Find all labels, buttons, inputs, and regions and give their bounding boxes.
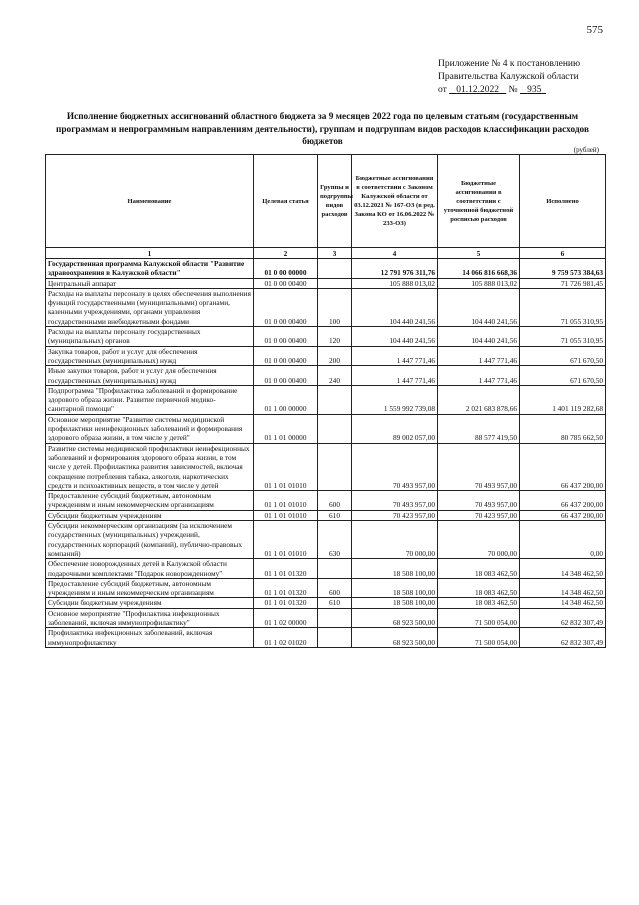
cell-group bbox=[318, 628, 352, 648]
cell-assigned: 18 508 100,00 bbox=[352, 559, 438, 579]
cell-executed: 0,00 bbox=[520, 521, 606, 559]
col-index: 1 bbox=[46, 248, 254, 259]
cell-name: Предоставление субсидий бюджетным, автономным учреждениям и иным некоммерческим организациям bbox=[46, 578, 254, 598]
cell-name: Подпрограмма "Профилактика заболеваний и формирование здорового образа жизни. Развитие первичной медико-санитарной помощи" bbox=[46, 385, 254, 414]
cell-name: Субсидии некоммерческим организациям (за исключением государственных (муниципальных) учреждений, государственных корпораций (компаний), публично-правовых компаний) bbox=[46, 521, 254, 559]
cell-target: 01 1 01 01010 bbox=[254, 510, 318, 520]
cell-name: Развитие системы медицинской профилактики неинфекционных заболеваний и формирования здорового образа жизни, в том числе у детей. Профилактика развития зависимостей, включая сокращение потребления табака, алкоголя, наркотических средств и психоактивных веществ, в том числе у детей bbox=[46, 443, 254, 490]
cell-name: Предоставление субсидий бюджетным, автономным учреждениям и иным некоммерческим организациям bbox=[46, 491, 254, 511]
cell-updated: 88 577 419,50 bbox=[438, 414, 520, 443]
cell-assigned: 70 000,00 bbox=[352, 521, 438, 559]
cell-assigned: 1 447 771,46 bbox=[352, 346, 438, 366]
cell-updated: 71 500 054,00 bbox=[438, 628, 520, 648]
cell-executed: 1 401 119 282,68 bbox=[520, 385, 606, 414]
cell-group bbox=[318, 414, 352, 443]
cell-target: 01 0 00 00000 bbox=[254, 259, 318, 279]
cell-executed: 14 348 462,50 bbox=[520, 559, 606, 579]
col-index: 2 bbox=[254, 248, 318, 259]
cell-executed: 62 832 307,49 bbox=[520, 608, 606, 628]
cell-name: Закупка товаров, работ и услуг для обеспечения государственных (муниципальных) нужд bbox=[46, 346, 254, 366]
cell-updated: 1 447 771,46 bbox=[438, 366, 520, 386]
col-header-executed: Исполнено bbox=[520, 155, 606, 248]
col-header-target: Целевая статья bbox=[254, 155, 318, 248]
cell-target: 01 1 02 00000 bbox=[254, 608, 318, 628]
cell-name: Профилактика инфекционных заболеваний, включая иммунопрофилактику bbox=[46, 628, 254, 648]
col-header-group: Группы и подгруппы видов расходов bbox=[318, 155, 352, 248]
col-index: 6 bbox=[520, 248, 606, 259]
table-row bbox=[46, 414, 606, 443]
cell-updated: 104 440 241,56 bbox=[438, 288, 520, 326]
cell-executed: 71 726 981,45 bbox=[520, 278, 606, 288]
cell-updated: 105 888 013,02 bbox=[438, 278, 520, 288]
table-row bbox=[46, 385, 606, 414]
appendix-line-3 bbox=[438, 84, 580, 97]
table-row bbox=[46, 491, 606, 511]
cell-group: 240 bbox=[318, 366, 352, 386]
cell-target: 01 1 01 01320 bbox=[254, 598, 318, 608]
cell-updated: 71 500 054,00 bbox=[438, 608, 520, 628]
cell-updated: 70 493 957,00 bbox=[438, 491, 520, 511]
table-row bbox=[46, 259, 606, 279]
cell-name: Государственная программа Калужской области "Развитие здравоохранения в Калужской области" bbox=[46, 259, 254, 279]
cell-group bbox=[318, 559, 352, 579]
col-index: 4 bbox=[352, 248, 438, 259]
cell-updated: 14 066 816 668,36 bbox=[438, 259, 520, 279]
budget-table bbox=[45, 154, 606, 648]
cell-assigned: 104 440 241,56 bbox=[352, 327, 438, 347]
cell-executed: 71 055 310,95 bbox=[520, 288, 606, 326]
cell-assigned: 70 493 957,00 bbox=[352, 491, 438, 511]
table-row bbox=[46, 327, 606, 347]
cell-assigned: 70 493 957,00 bbox=[352, 443, 438, 490]
cell-updated: 70 493 957,00 bbox=[438, 443, 520, 490]
cell-assigned: 18 508 100,00 bbox=[352, 578, 438, 598]
cell-executed: 80 785 662,50 bbox=[520, 414, 606, 443]
date-prefix: от bbox=[438, 85, 447, 95]
table-header-row bbox=[46, 155, 606, 248]
cell-name: Иные закупки товаров, работ и услуг для обеспечения государственных (муниципальных) нужд bbox=[46, 366, 254, 386]
units-label: (рублей) bbox=[573, 146, 599, 154]
table-row bbox=[46, 559, 606, 579]
cell-name: Расходы на выплаты персоналу в целях обеспечения выполнения функций государственными (муниципальными) органами, казенными учреждениями, органами управления государственными внебюджетными фондами bbox=[46, 288, 254, 326]
cell-updated: 70 000,00 bbox=[438, 521, 520, 559]
cell-executed: 66 437 200,00 bbox=[520, 510, 606, 520]
cell-target: 01 1 01 01010 bbox=[254, 443, 318, 490]
page-number: 575 bbox=[586, 24, 603, 36]
cell-target: 01 0 00 00400 bbox=[254, 346, 318, 366]
cell-assigned: 68 923 500,00 bbox=[352, 608, 438, 628]
cell-target: 01 1 01 01010 bbox=[254, 521, 318, 559]
appendix-header bbox=[438, 58, 580, 97]
cell-group bbox=[318, 259, 352, 279]
cell-name: Основное мероприятие "Профилактика инфекционных заболеваний, включая иммунопрофилактику" bbox=[46, 608, 254, 628]
cell-assigned: 1 559 992 739,08 bbox=[352, 385, 438, 414]
cell-executed: 9 759 573 384,63 bbox=[520, 259, 606, 279]
cell-executed: 62 832 307,49 bbox=[520, 628, 606, 648]
cell-name: Центральный аппарат bbox=[46, 278, 254, 288]
cell-group: 120 bbox=[318, 327, 352, 347]
cell-executed: 71 055 310,95 bbox=[520, 327, 606, 347]
cell-executed: 66 437 200,00 bbox=[520, 491, 606, 511]
cell-group: 600 bbox=[318, 491, 352, 511]
cell-assigned: 70 423 957,00 bbox=[352, 510, 438, 520]
cell-group bbox=[318, 278, 352, 288]
cell-group bbox=[318, 443, 352, 490]
table-row bbox=[46, 510, 606, 520]
cell-group: 610 bbox=[318, 598, 352, 608]
cell-group bbox=[318, 385, 352, 414]
number-prefix: № bbox=[508, 85, 518, 95]
cell-executed: 671 670,50 bbox=[520, 346, 606, 366]
col-index: 3 bbox=[318, 248, 352, 259]
decree-number: 935 bbox=[527, 85, 542, 95]
cell-target: 01 0 00 00400 bbox=[254, 366, 318, 386]
cell-target: 01 1 00 00000 bbox=[254, 385, 318, 414]
table-row bbox=[46, 443, 606, 490]
cell-executed: 66 437 200,00 bbox=[520, 443, 606, 490]
table-row bbox=[46, 366, 606, 386]
cell-name: Субсидии бюджетным учреждениям bbox=[46, 598, 254, 608]
col-header-name: Наименование bbox=[46, 155, 254, 248]
cell-updated: 104 440 241,56 bbox=[438, 327, 520, 347]
table-row bbox=[46, 578, 606, 598]
decree-date: 01.12.2022 bbox=[456, 85, 500, 95]
cell-assigned: 89 002 057,00 bbox=[352, 414, 438, 443]
cell-assigned: 68 923 500,00 bbox=[352, 628, 438, 648]
col-header-assigned: Бюджетные ассигнования в соответствии с Законом Калужской области от 03.12.2021 № 167-ОЗ (в ред. Закона КО от 16.06.2022 № 233-ОЗ) bbox=[352, 155, 438, 248]
cell-target: 01 1 01 01010 bbox=[254, 491, 318, 511]
cell-target: 01 1 01 01320 bbox=[254, 578, 318, 598]
cell-group: 610 bbox=[318, 510, 352, 520]
cell-target: 01 0 00 00400 bbox=[254, 288, 318, 326]
table-row bbox=[46, 346, 606, 366]
cell-updated: 2 021 683 878,66 bbox=[438, 385, 520, 414]
col-index: 5 bbox=[438, 248, 520, 259]
cell-target: 01 1 02 01020 bbox=[254, 628, 318, 648]
cell-assigned: 105 888 013,02 bbox=[352, 278, 438, 288]
cell-assigned: 104 440 241,56 bbox=[352, 288, 438, 326]
cell-name: Субсидии бюджетным учреждениям bbox=[46, 510, 254, 520]
cell-group: 100 bbox=[318, 288, 352, 326]
document-title: Исполнение бюджетных ассигнований областного бюджета за 9 месяцев 2022 года по целевым статьям (государственным программам и непрограммным направлениям деятельности), группам и подгруппам видов расходов классификации расходов бюджетов bbox=[56, 112, 589, 147]
appendix-line-2: Правительства Калужской области bbox=[438, 72, 579, 82]
cell-target: 01 0 00 00400 bbox=[254, 278, 318, 288]
cell-target: 01 1 01 00000 bbox=[254, 414, 318, 443]
appendix-line-1: Приложение № 4 к постановлению bbox=[438, 59, 581, 69]
table-row bbox=[46, 288, 606, 326]
cell-group bbox=[318, 608, 352, 628]
cell-name: Основное мероприятие "Развитие системы медицинской профилактики неинфекционных заболеваний и формирования здорового образа жизни, в том числе у детей" bbox=[46, 414, 254, 443]
cell-assigned: 1 447 771,46 bbox=[352, 366, 438, 386]
column-index-row bbox=[46, 248, 606, 259]
col-header-updated: Бюджетные ассигнования в соответствии с уточненной бюджетной росписью расходов bbox=[438, 155, 520, 248]
cell-target: 01 1 01 01320 bbox=[254, 559, 318, 579]
cell-group: 600 bbox=[318, 578, 352, 598]
cell-executed: 14 348 462,50 bbox=[520, 578, 606, 598]
cell-executed: 14 348 462,50 bbox=[520, 598, 606, 608]
table-row bbox=[46, 598, 606, 608]
cell-updated: 18 083 462,50 bbox=[438, 578, 520, 598]
cell-target: 01 0 00 00400 bbox=[254, 327, 318, 347]
table-row bbox=[46, 628, 606, 648]
cell-updated: 70 423 957,00 bbox=[438, 510, 520, 520]
cell-group: 630 bbox=[318, 521, 352, 559]
cell-updated: 1 447 771,46 bbox=[438, 346, 520, 366]
table-body bbox=[46, 259, 606, 648]
cell-assigned: 18 508 100,00 bbox=[352, 598, 438, 608]
cell-name: Обеспечение новорожденных детей в Калужской области подарочными комплектами "Подарок новорожденному" bbox=[46, 559, 254, 579]
cell-executed: 671 670,50 bbox=[520, 366, 606, 386]
cell-updated: 18 083 462,50 bbox=[438, 598, 520, 608]
table-row bbox=[46, 278, 606, 288]
cell-updated: 18 083 462,50 bbox=[438, 559, 520, 579]
table-row bbox=[46, 521, 606, 559]
cell-group: 200 bbox=[318, 346, 352, 366]
cell-assigned: 12 791 976 311,76 bbox=[352, 259, 438, 279]
cell-name: Расходы на выплаты персоналу государственных (муниципальных) органов bbox=[46, 327, 254, 347]
table-row bbox=[46, 608, 606, 628]
